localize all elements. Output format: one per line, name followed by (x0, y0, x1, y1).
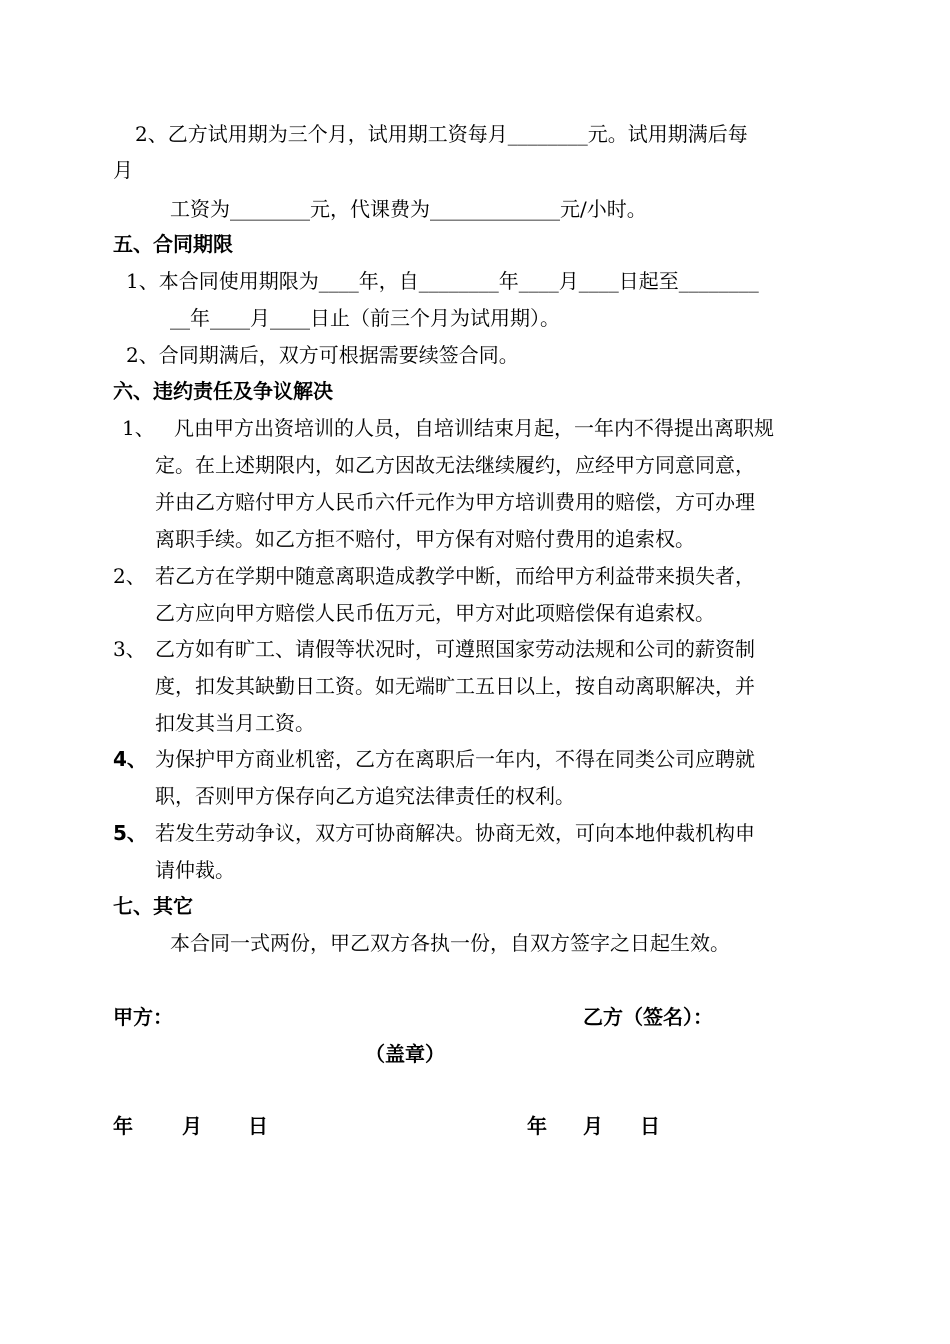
section-five-heading: 五、合同期限 (113, 232, 233, 256)
renewal-clause: 2、合同期满后，双方可根据需要续签合同。 (126, 343, 519, 367)
breach-item-5-line: 请仲裁。 (155, 858, 235, 882)
term-clause-line-2: __年____月____日止（前三个月为试用期）。 (170, 306, 560, 330)
party-a-day: 日 (248, 1114, 268, 1138)
party-a-year: 年 (113, 1114, 133, 1138)
breach-item-3-line: 扣发其当月工资。 (155, 711, 315, 735)
breach-item-2-line: 若乙方在学期中随意离职造成教学中断，而给甲方利益带来损失者， (155, 564, 755, 588)
copies-clause: 本合同一式两份，甲乙双方各执一份，自双方签字之日起生效。 (170, 931, 730, 955)
breach-item-5-line: 若发生劳动争议，双方可协商解决。协商无效，可向本地仲裁机构申 (155, 821, 755, 845)
breach-item-3-line: 乙方如有旷工、请假等状况时，可遵照国家劳动法规和公司的薪资制 (155, 637, 755, 661)
breach-item-2-number: 2、 (113, 564, 146, 588)
party-b-label: 乙方（签名）： (583, 1005, 713, 1029)
party-a-label: 甲方： (113, 1005, 173, 1029)
breach-item-2-line: 乙方应向甲方赔偿人民币伍万元，甲方对此项赔偿保有追索权。 (155, 601, 715, 625)
breach-item-5-number: 5、 (113, 821, 147, 845)
term-clause-line-1: 1、本合同使用期限为____年，自________年____月____日起至________ (126, 269, 759, 293)
salary-clause-line-3: 工资为________元，代课费为_____________元/小时。 (170, 197, 647, 221)
breach-item-1-line: 并由乙方赔付甲方人民币六仟元作为甲方培训费用的赔偿，方可办理 (155, 490, 755, 514)
section-six-heading: 六、违约责任及争议解决 (113, 379, 333, 403)
breach-item-1-line: 凡由甲方出资培训的人员，自培训结束月起，一年内不得提出离职规 (174, 416, 774, 440)
breach-item-1-line: 定。在上述期限内，如乙方因故无法继续履约，应经甲方同意同意， (155, 453, 755, 477)
party-b-day: 日 (640, 1114, 660, 1138)
breach-item-4-line: 为保护甲方商业机密，乙方在离职后一年内，不得在同类公司应聘就 (155, 747, 755, 771)
breach-item-3-number: 3、 (113, 637, 146, 661)
breach-item-1-line: 离职手续。如乙方拒不赔付，甲方保有对赔付费用的追索权。 (155, 527, 695, 551)
breach-item-1-number: 1、 (122, 416, 155, 440)
salary-clause-line-1: 2、乙方试用期为三个月，试用期工资每月________元。试用期满后每 (135, 122, 748, 146)
breach-item-4-line: 职，否则甲方保存向乙方追究法律责任的权利。 (155, 784, 575, 808)
breach-item-4-number: 4、 (113, 747, 147, 771)
breach-item-3-line: 度，扣发其缺勤日工资。如无端旷工五日以上，按自动离职解决，并 (155, 674, 755, 698)
party-b-month: 月 (583, 1114, 603, 1138)
salary-clause-line-2: 月 (113, 158, 133, 182)
section-seven-heading: 七、其它 (113, 894, 193, 918)
seal-label: （盖章） (365, 1042, 445, 1066)
party-b-year: 年 (527, 1114, 547, 1138)
party-a-month: 月 (182, 1114, 202, 1138)
